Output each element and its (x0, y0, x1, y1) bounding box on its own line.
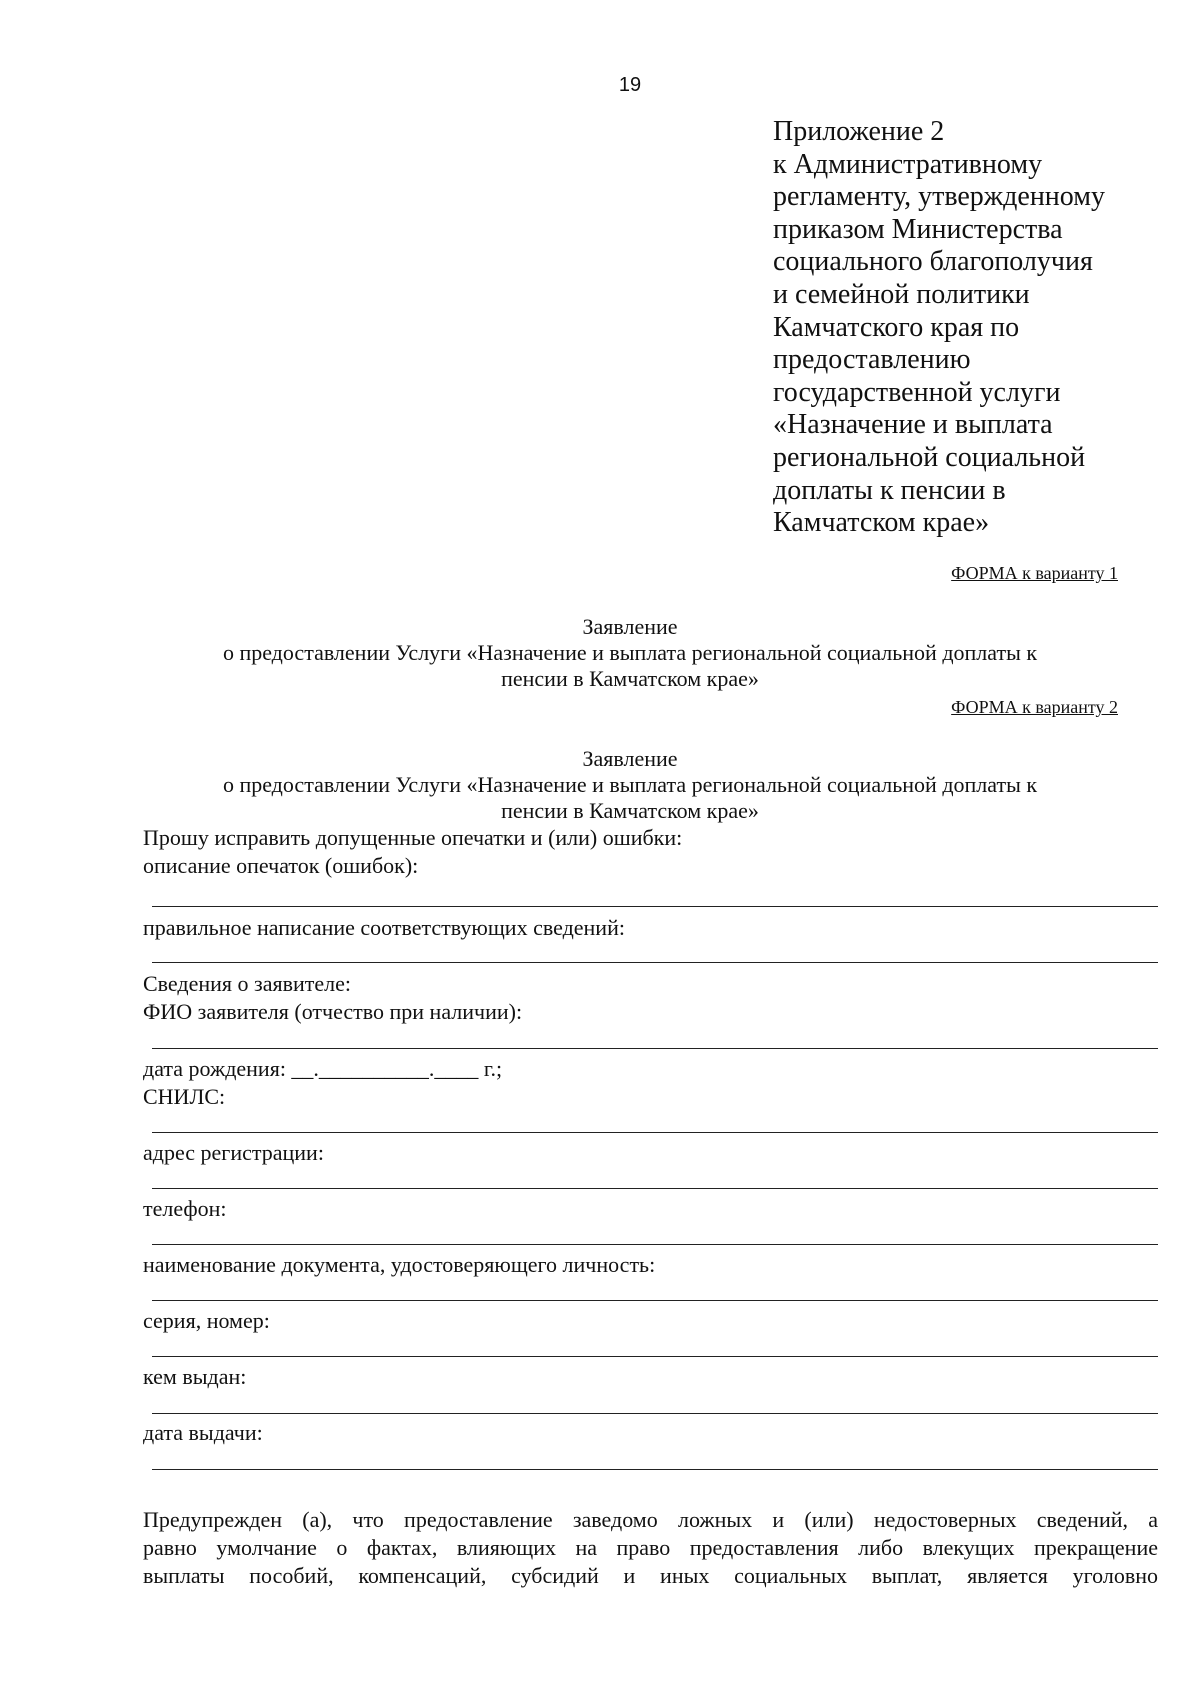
correct-spelling-label: правильное написание соответствующих сведений: (143, 915, 625, 940)
series-number-label: серия, номер: (143, 1308, 270, 1333)
form-1-subtitle-line-2: пенсии в Камчатском крае» (501, 666, 759, 691)
appendix-line: Приложение 2 (773, 116, 945, 147)
form-2-title: Заявление (582, 746, 678, 771)
issue-date-line[interactable] (152, 1469, 1158, 1470)
appendix-line: и семейной политики (773, 278, 1030, 310)
form-tag-variant-1: ФОРМА к варианту 1 (951, 563, 1118, 583)
form-2-subtitle-line-1: о предоставлении Услуги «Назначение и выплата региональной социальной доплаты к (222, 772, 1038, 797)
request-label: Прошу исправить допущенные опечатки и (или) ошибки: (143, 825, 683, 850)
snils-label: СНИЛС: (143, 1084, 226, 1109)
appendix-line: государственной услуги (773, 376, 1061, 408)
id-document-line[interactable] (152, 1300, 1158, 1301)
snils-line[interactable] (152, 1132, 1158, 1133)
form-1-subtitle-line-1: о предоставлении Услуги «Назначение и выплата региональной социальной доплаты к (222, 640, 1038, 665)
registration-address-line[interactable] (152, 1188, 1158, 1189)
appendix-line: к Административному (773, 148, 1043, 180)
appendix-line: региональной социальной (773, 441, 1086, 473)
phone-line[interactable] (152, 1244, 1158, 1245)
warning-paragraph (143, 1506, 1158, 1590)
form-1-heading (140, 614, 1120, 692)
page-number: 19 (618, 74, 642, 96)
form-tag-variant-2: ФОРМА к варианту 2 (951, 697, 1118, 717)
registration-address-label: адрес регистрации: (143, 1140, 324, 1165)
appendix-line: «Назначение и выплата (773, 409, 1053, 441)
appendix-line: Камчатском крае» (773, 507, 990, 539)
appendix-line: Камчатского края по (773, 311, 1020, 343)
appendix-header (773, 116, 1153, 540)
correct-spelling-line[interactable] (152, 962, 1158, 963)
appendix-line: регламенту, утвержденному (773, 181, 1105, 213)
appendix-line: доплаты к пенсии в (773, 474, 1006, 506)
full-name-line[interactable] (152, 1048, 1158, 1049)
issued-by-line[interactable] (152, 1413, 1158, 1414)
form-2-heading (140, 746, 1120, 824)
appendix-line: социального благополучия (773, 246, 1093, 278)
full-name-label: ФИО заявителя (отчество при наличии): (143, 999, 523, 1024)
phone-label: телефон: (143, 1196, 227, 1221)
series-number-line[interactable] (152, 1356, 1158, 1357)
form-2-subtitle-line-2: пенсии в Камчатском крае» (501, 798, 759, 823)
warning-line: равно умолчание о фактах, влияющих на право предоставления либо влекущих прекращение (143, 1535, 1158, 1560)
errors-description-label: описание опечаток (ошибок): (143, 853, 419, 878)
form-1-title: Заявление (582, 614, 678, 639)
birth-date-label[interactable]: дата рождения: __.__________.____ г.; (143, 1056, 503, 1081)
warning-line: выплаты пособий, компенсаций, субсидий и иных социальных выплат, является уголовно (143, 1563, 1158, 1588)
warning-line: Предупрежден (а), что предоставление заведомо ложных и (или) недостоверных сведений, а (143, 1507, 1158, 1532)
applicant-info-label: Сведения о заявителе: (143, 971, 352, 996)
appendix-line: предоставлению (773, 344, 971, 376)
id-document-label: наименование документа, удостоверяющего личность: (143, 1252, 656, 1277)
errors-description-line[interactable] (152, 906, 1158, 907)
issued-by-label: кем выдан: (143, 1364, 247, 1389)
appendix-line: приказом Министерства (773, 213, 1063, 245)
issue-date-label: дата выдачи: (143, 1420, 263, 1445)
